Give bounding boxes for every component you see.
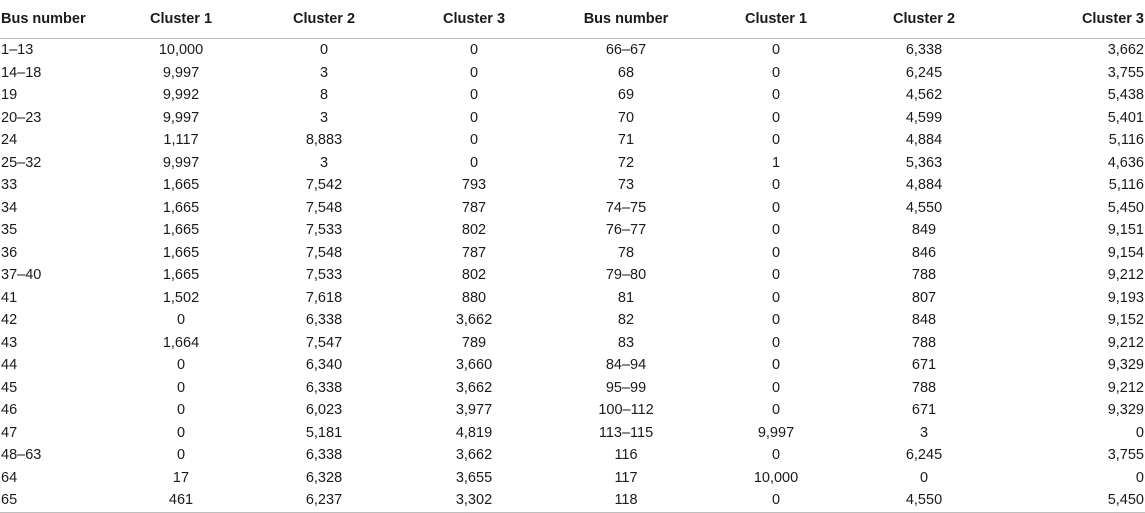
cluster-2-cell: 3: [919, 424, 929, 441]
bus-number-cell: 68: [617, 64, 635, 81]
bus-number-cell: 66–67: [605, 42, 647, 59]
cluster-3-cell: 3,655: [455, 469, 493, 486]
cluster-1-cell: 0: [771, 312, 781, 329]
cluster-3-cell: 3,660: [455, 357, 493, 374]
cluster-1-cell: 0: [771, 64, 781, 81]
header-row: [0, 0, 1145, 39]
header-cluster-2-right: Cluster 2: [844, 0, 1004, 39]
cluster-1-cell: 9,997: [757, 424, 795, 441]
cluster-3-cell: 9,329: [1107, 357, 1144, 374]
table-row: [0, 39, 1145, 62]
cluster-1-cell: 0: [176, 402, 186, 419]
cluster-3-cell: 3,662: [455, 379, 493, 396]
bus-number-cell: 43: [1, 334, 18, 351]
cluster-1-cell: 0: [176, 357, 186, 374]
bus-number-cell: 25–32: [1, 154, 42, 171]
cluster-3-cell: 0: [469, 132, 479, 149]
cluster-1-cell: 9,992: [162, 87, 200, 104]
bus-number-cell: 35: [1, 222, 18, 239]
bus-number-cell: 72: [617, 154, 635, 171]
cluster-3-cell: 9,329: [1107, 402, 1144, 419]
cluster-2-cell: 4,599: [905, 109, 943, 126]
bus-number-cell: 116: [614, 447, 638, 464]
bus-number-cell: 70: [617, 109, 635, 126]
table-row: [0, 489, 1145, 512]
cluster-2-cell: 788: [911, 334, 937, 351]
cluster-2-cell: 849: [911, 222, 937, 239]
cluster-1-cell: 0: [771, 402, 781, 419]
table-row: [0, 377, 1145, 400]
cluster-2-cell: 7,548: [305, 199, 343, 216]
table-row: [0, 287, 1145, 310]
table-row: [0, 422, 1145, 445]
header-bus-number-left: Bus number: [0, 0, 118, 39]
cluster-1-cell: 1,502: [162, 289, 200, 306]
cluster-3-cell: 0: [469, 87, 479, 104]
cluster-2-cell: 6,338: [305, 312, 343, 329]
table-row: [0, 399, 1145, 422]
cluster-1-cell: 0: [771, 199, 781, 216]
cluster-3-cell: 787: [461, 199, 487, 216]
cluster-1-cell: 1: [771, 154, 781, 171]
cluster-3-cell: 787: [461, 244, 487, 261]
cluster-1-cell: 17: [172, 469, 190, 486]
cluster-3-cell: 0: [1135, 469, 1144, 486]
table-row: [0, 354, 1145, 377]
bus-number-cell: 45: [1, 379, 18, 396]
cluster-1-cell: 0: [771, 334, 781, 351]
header-cluster-1-left: Cluster 1: [118, 0, 244, 39]
bus-number-cell: 46: [1, 402, 18, 419]
cluster-1-cell: 1,665: [162, 267, 200, 284]
cluster-3-cell: 5,450: [1004, 489, 1145, 512]
bus-number-cell: 84–94: [605, 357, 647, 374]
bus-number-cell: 14–18: [1, 64, 42, 81]
cluster-2-cell: 0: [319, 42, 329, 59]
cluster-2-cell: 8,883: [305, 132, 343, 149]
table-row: [0, 444, 1145, 467]
cluster-1-cell: 1,665: [162, 177, 200, 194]
table-row: [0, 197, 1145, 220]
cluster-3-cell: 4,819: [455, 424, 493, 441]
cluster-2-cell: 8: [319, 87, 329, 104]
cluster-1-cell: 9,997: [162, 109, 200, 126]
cluster-1-cell: 1,665: [162, 222, 200, 239]
cluster-2-cell: 3: [319, 64, 329, 81]
bus-number-cell: 118: [544, 489, 708, 512]
cluster-2-cell: 6,245: [905, 447, 943, 464]
cluster-2-cell: 4,550: [905, 199, 943, 216]
cluster-3-cell: 0: [469, 154, 479, 171]
bus-number-cell: 73: [617, 177, 635, 194]
table-row: [0, 152, 1145, 175]
cluster-3-cell: 9,212: [1107, 379, 1144, 396]
cluster-1-cell: 1,665: [162, 244, 200, 261]
table-row: [0, 174, 1145, 197]
cluster-3-cell: 5,450: [1107, 199, 1144, 216]
cluster-3-cell: 793: [461, 177, 487, 194]
cluster-2-cell: 0: [919, 469, 929, 486]
bus-number-cell: 1–13: [1, 42, 34, 59]
cluster-3-cell: 789: [461, 334, 487, 351]
cluster-2-cell: 7,533: [305, 222, 343, 239]
bus-number-cell: 81: [617, 289, 635, 306]
cluster-2-cell: 4,884: [905, 132, 943, 149]
table-row: [0, 242, 1145, 265]
cluster-3-cell: 802: [461, 222, 487, 239]
cluster-3-cell: 0: [469, 109, 479, 126]
cluster-3-cell: 5,116: [1108, 132, 1144, 149]
cluster-1-cell: 0: [176, 447, 186, 464]
cluster-3-cell: 3,662: [455, 312, 493, 329]
cluster-2-cell: 7,547: [305, 334, 343, 351]
cluster-1-cell: 10,000: [753, 469, 799, 486]
cluster-1-cell: 0: [771, 244, 781, 261]
table-body: [0, 39, 1145, 513]
cluster-3-cell: 9,212: [1107, 334, 1144, 351]
bus-number-cell: 74–75: [605, 199, 647, 216]
bus-number-cell: 44: [1, 357, 18, 374]
table-row: [0, 264, 1145, 287]
table-row: [0, 84, 1145, 107]
cluster-2-cell: 7,548: [305, 244, 343, 261]
cluster-3-cell: 3,662: [1107, 42, 1144, 59]
cluster-1-cell: 1,664: [162, 334, 200, 351]
cluster-1-cell: 1,117: [163, 132, 199, 149]
cluster-1-cell: 0: [771, 109, 781, 126]
cluster-1-cell: 0: [771, 447, 781, 464]
header-bus-number-right: Bus number: [544, 0, 708, 39]
cluster-2-cell: 3: [319, 154, 329, 171]
bus-number-cell: 19: [1, 87, 18, 104]
cluster-3-cell: 0: [469, 64, 479, 81]
bus-number-cell: 34: [1, 199, 18, 216]
cluster-3-cell: 3,755: [1107, 447, 1144, 464]
cluster-2-cell: 6,328: [305, 469, 343, 486]
table-row: [0, 467, 1145, 490]
cluster-3-cell: 3,302: [404, 489, 544, 512]
bus-number-cell: 100–112: [598, 402, 654, 419]
cluster-3-cell: 802: [461, 267, 487, 284]
cluster-2-cell: 7,618: [305, 289, 343, 306]
cluster-1-cell: 0: [771, 87, 781, 104]
cluster-2-cell: 6,340: [305, 357, 343, 374]
cluster-3-cell: 4,636: [1107, 154, 1144, 171]
cluster-1-cell: 461: [118, 489, 244, 512]
cluster-3-cell: 0: [1135, 424, 1144, 441]
cluster-1-cell: 0: [771, 42, 781, 59]
bus-number-cell: 76–77: [605, 222, 647, 239]
cluster-2-cell: 3: [319, 109, 329, 126]
bus-number-cell: 47: [1, 424, 18, 441]
cluster-2-cell: 4,550: [844, 489, 1004, 512]
cluster-1-cell: 0: [771, 222, 781, 239]
cluster-2-cell: 6,023: [305, 402, 343, 419]
cluster-2-cell: 848: [911, 312, 937, 329]
cluster-1-cell: 0: [176, 424, 186, 441]
bus-number-cell: 83: [617, 334, 635, 351]
bus-number-cell: 42: [1, 312, 18, 329]
cluster-2-cell: 7,542: [305, 177, 343, 194]
cluster-1-cell: 10,000: [158, 42, 204, 59]
cluster-3-cell: 5,438: [1107, 87, 1144, 104]
bus-number-cell: 64: [1, 469, 18, 486]
cluster-2-cell: 788: [911, 379, 937, 396]
cluster-3-cell: 0: [469, 42, 479, 59]
bus-number-cell: 95–99: [605, 379, 647, 396]
cluster-1-cell: 0: [176, 312, 186, 329]
cluster-1-cell: 9,997: [162, 154, 200, 171]
cluster-2-cell: 6,338: [305, 447, 343, 464]
cluster-3-cell: 3,662: [455, 447, 493, 464]
header-cluster-2-left: Cluster 2: [244, 0, 404, 39]
cluster-1-cell: 0: [771, 357, 781, 374]
cluster-3-cell: 880: [461, 289, 487, 306]
cluster-3-cell: 9,193: [1107, 289, 1144, 306]
cluster-3-cell: 9,212: [1107, 267, 1144, 284]
cluster-2-cell: 671: [911, 357, 937, 374]
cluster-2-cell: 6,245: [905, 64, 943, 81]
cluster-3-cell: 3,977: [455, 402, 493, 419]
cluster-1-cell: 0: [771, 177, 781, 194]
header-cluster-3-left: Cluster 3: [404, 0, 544, 39]
cluster-2-cell: 846: [911, 244, 937, 261]
cluster-1-cell: 0: [771, 289, 781, 306]
cluster-3-cell: 3,755: [1107, 64, 1144, 81]
header-cluster-1-right: Cluster 1: [708, 0, 844, 39]
bus-number-cell: 20–23: [1, 109, 42, 126]
cluster-2-cell: 6,338: [305, 379, 343, 396]
cluster-2-cell: 4,884: [905, 177, 943, 194]
header-cluster-3-right: Cluster 3: [1004, 0, 1145, 39]
cluster-1-cell: 0: [771, 379, 781, 396]
bus-number-cell: 37–40: [1, 267, 42, 284]
cluster-3-cell: 9,154: [1107, 244, 1144, 261]
cluster-2-cell: 671: [911, 402, 937, 419]
bus-number-cell: 79–80: [605, 267, 647, 284]
table-row: [0, 332, 1145, 355]
bus-number-cell: 71: [617, 132, 635, 149]
cluster-2-cell: 7,533: [305, 267, 343, 284]
bus-number-cell: 117: [614, 469, 638, 486]
cluster-3-cell: 9,152: [1107, 312, 1144, 329]
table-row: [0, 219, 1145, 242]
table-row: [0, 309, 1145, 332]
table-row: [0, 62, 1145, 85]
cluster-2-cell: 6,237: [244, 489, 404, 512]
cluster-1-cell: 0: [708, 489, 844, 512]
bus-number-cell: 78: [617, 244, 635, 261]
cluster-1-cell: 0: [771, 132, 781, 149]
cluster-2-cell: 6,338: [905, 42, 943, 59]
cluster-3-cell: 5,116: [1108, 177, 1144, 194]
cluster-2-cell: 5,181: [305, 424, 343, 441]
bus-number-cell: 36: [1, 244, 18, 261]
table-row: [0, 129, 1145, 152]
bus-number-cell: 82: [617, 312, 635, 329]
cluster-3-cell: 5,401: [1107, 109, 1144, 126]
cluster-2-cell: 4,562: [905, 87, 943, 104]
cluster-2-cell: 5,363: [905, 154, 943, 171]
bus-number-cell: 24: [1, 132, 18, 149]
cluster-1-cell: 9,997: [162, 64, 200, 81]
cluster-1-cell: 0: [176, 379, 186, 396]
cluster-1-cell: 0: [771, 267, 781, 284]
bus-number-cell: 41: [1, 289, 18, 306]
cluster-3-cell: 9,151: [1107, 222, 1144, 239]
bus-number-cell: 65: [0, 489, 118, 512]
bus-number-cell: 48–63: [1, 447, 42, 464]
table-row: [0, 107, 1145, 130]
bus-number-cell: 113–115: [598, 424, 654, 441]
table-header: [0, 0, 1145, 39]
cluster-2-cell: 788: [911, 267, 937, 284]
bus-number-cell: 33: [1, 177, 18, 194]
cluster-2-cell: 807: [911, 289, 937, 306]
cluster-1-cell: 1,665: [162, 199, 200, 216]
bus-number-cell: 69: [617, 87, 635, 104]
